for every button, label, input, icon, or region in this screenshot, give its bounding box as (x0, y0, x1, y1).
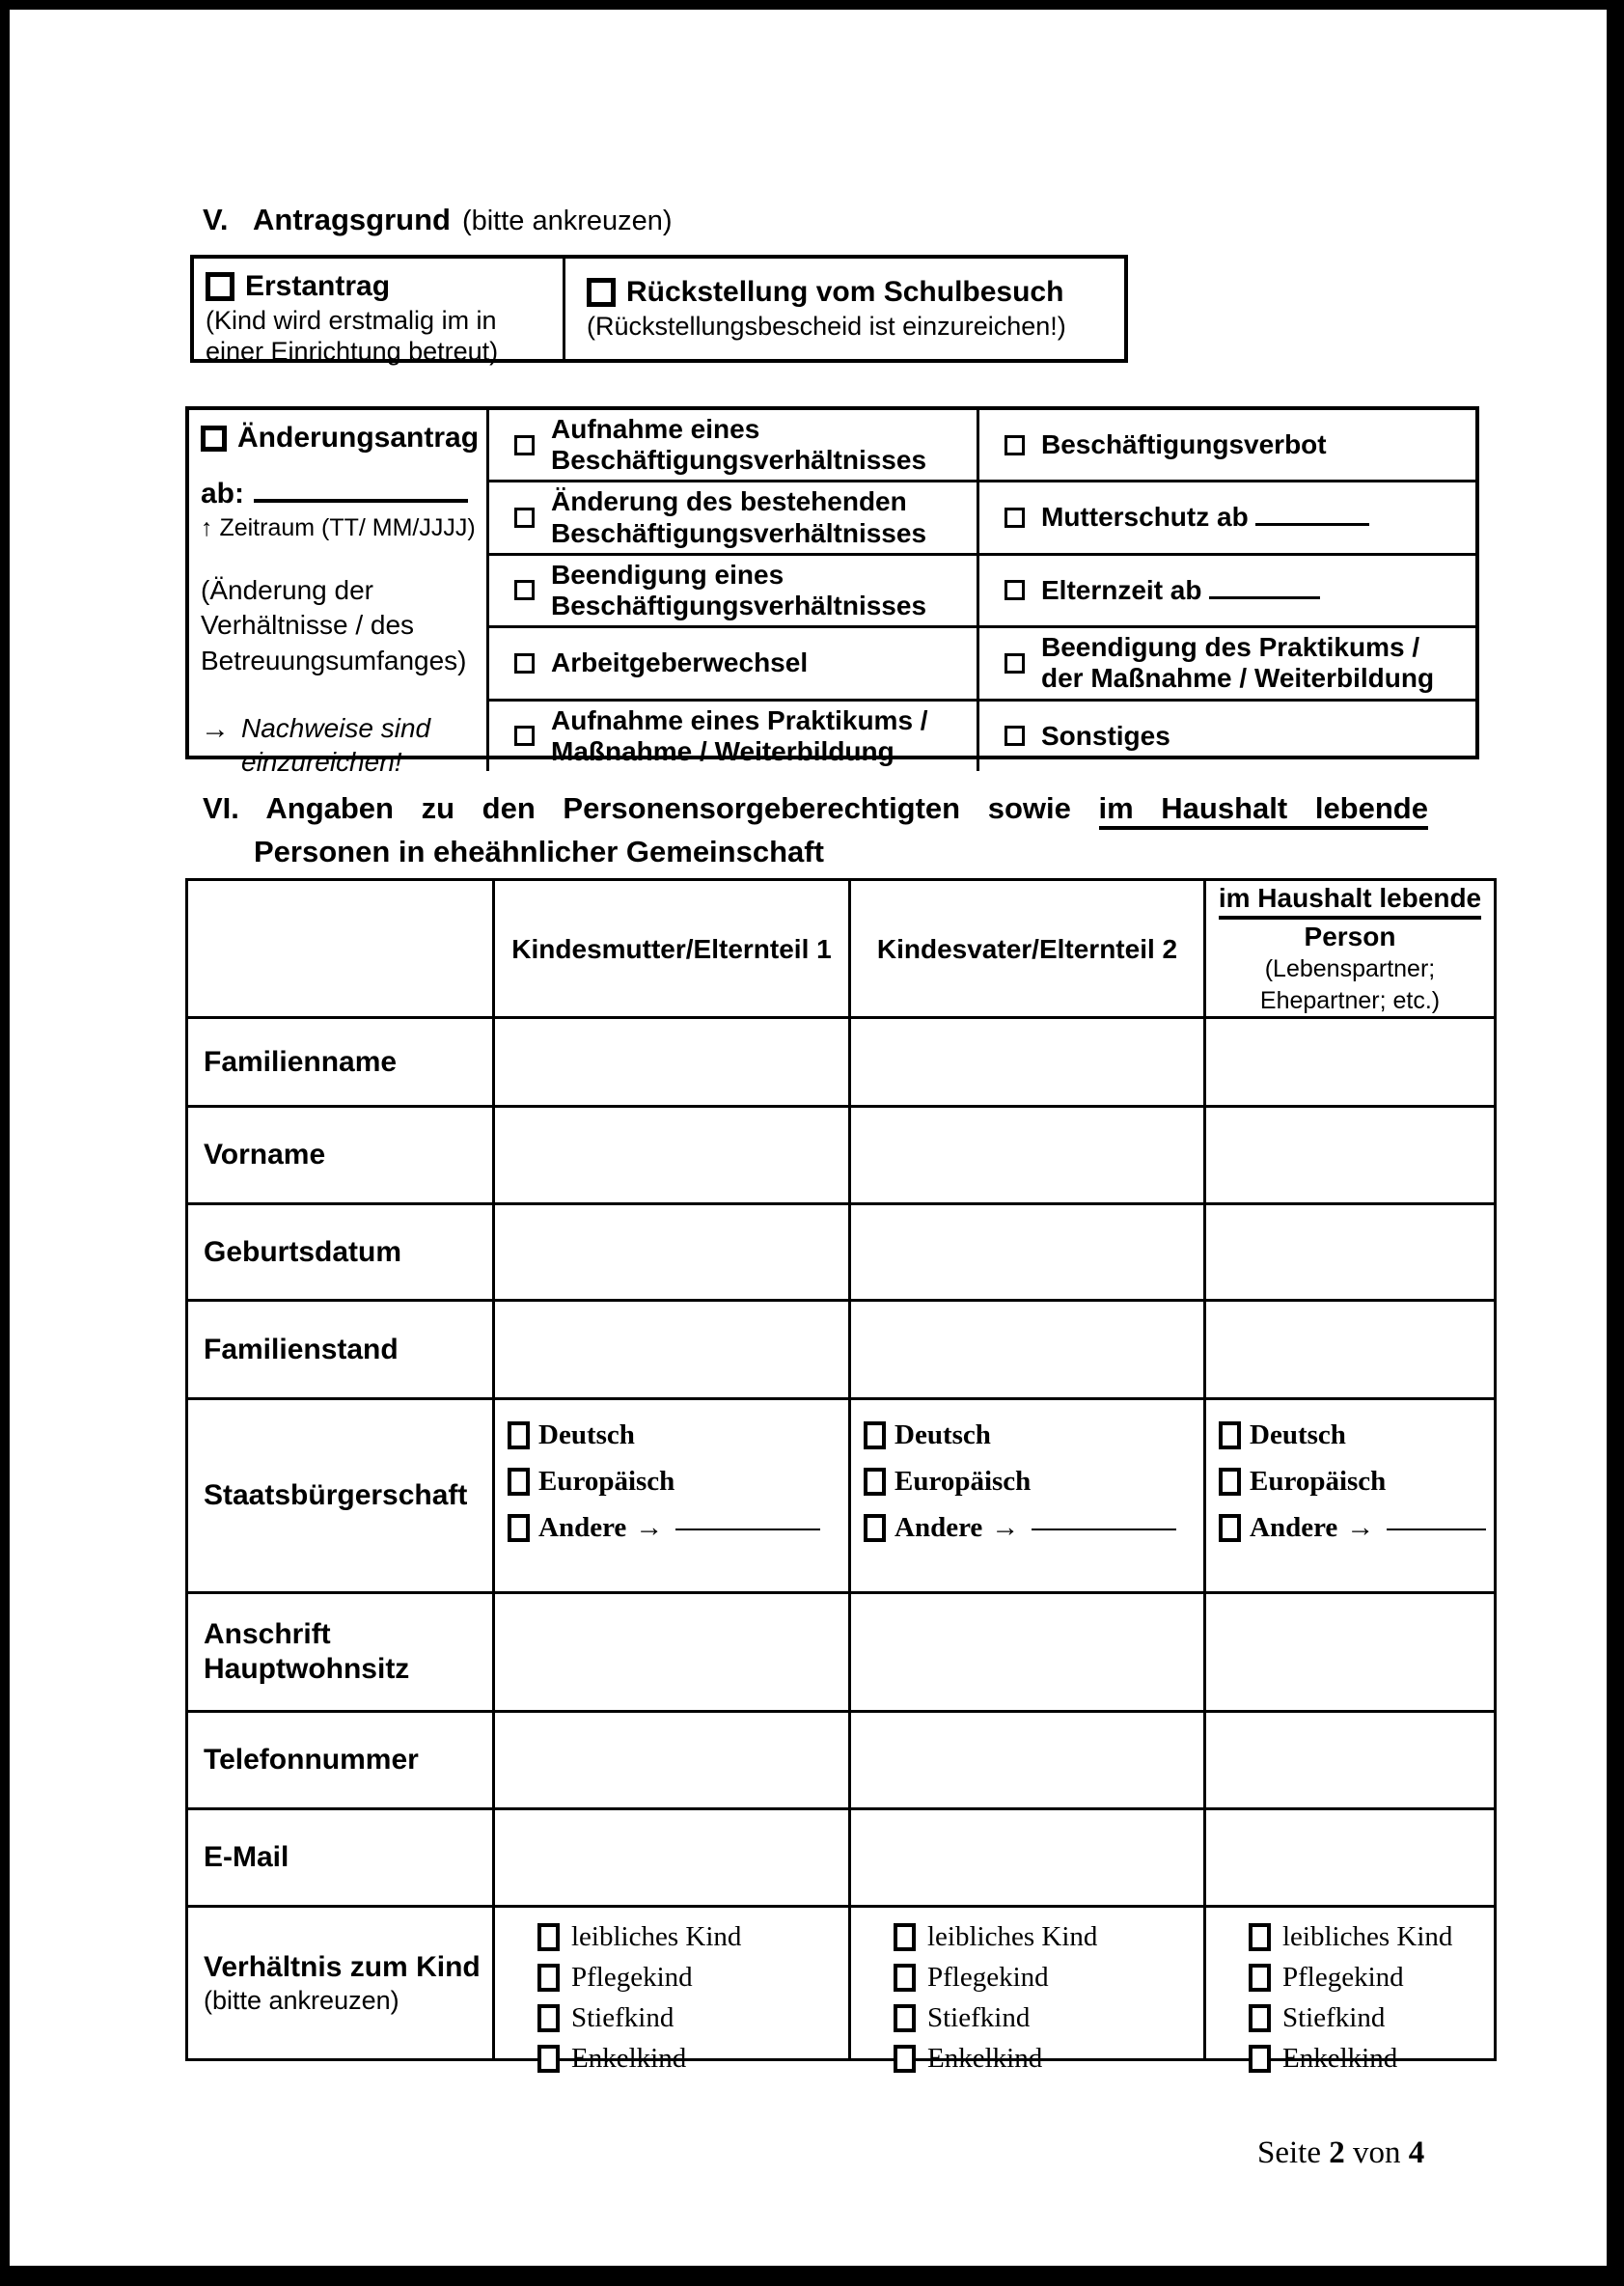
aenderungsantrag-table (185, 406, 1479, 778)
row-label-text: Verhältnis zum Kind (204, 1950, 481, 1983)
right-arrow-icon: → (201, 713, 230, 746)
beschaeftigungsverbot-checkbox[interactable] (1005, 435, 1025, 455)
deutsch-elternteil1-checkbox[interactable] (508, 1421, 530, 1449)
option-label: Stiefkind (571, 2002, 674, 2033)
erstantrag-label: Erstantrag (245, 270, 391, 302)
deutsch-elternteil2-checkbox[interactable] (864, 1421, 886, 1449)
footer-prefix: Seite (1257, 2135, 1321, 2170)
row-label-note: (bitte ankreuzen) (204, 1985, 399, 2015)
section-vi-title-part1: Angaben zu den Personensorgeberechtigten sowie (265, 791, 1071, 825)
vorname-elternteil1-field[interactable] (492, 1105, 848, 1202)
option-label: Deutsch (538, 1419, 635, 1450)
email-elternteil1-field[interactable] (492, 1807, 848, 1905)
option-label: leibliches Kind (927, 1921, 1098, 1952)
europaeisch-elternteil1-checkbox[interactable] (508, 1468, 530, 1496)
option-label: Pflegekind (927, 1962, 1049, 1993)
option-label: Pflegekind (571, 1962, 693, 1993)
option-label: Deutsch (1250, 1419, 1346, 1450)
option-label: Stiefkind (1282, 2002, 1386, 2033)
beendigung-praktikum-checkbox[interactable] (1005, 653, 1025, 674)
option-aufnahme-praktikum (486, 699, 977, 771)
rueckstellung-cell (565, 259, 1124, 359)
section-vi-number: VI. (203, 791, 239, 825)
option-label: leibliches Kind (571, 1921, 742, 1952)
europaeisch-elternteil2-checkbox[interactable] (864, 1468, 886, 1496)
rueckstellung-checkbox[interactable] (587, 278, 616, 307)
right-arrow-icon: → (635, 1512, 664, 1543)
verhaeltnis-elternteil1-cell (492, 1905, 848, 2074)
leibliches-kind-elternteil2-checkbox[interactable] (894, 1923, 916, 1951)
row-label-staatsbuergerschaft: Staatsbürgerschaft (188, 1397, 492, 1591)
ab-date-field[interactable] (254, 496, 468, 503)
vorname-haushalt-field[interactable] (1203, 1105, 1494, 1202)
option-label: Enkelkind (927, 2043, 1043, 2074)
familienname-haushalt-field[interactable] (1203, 1016, 1494, 1105)
option-label: Pflegekind (1282, 1962, 1404, 1993)
header-haushalt-line2: Person (1304, 922, 1396, 951)
option-label: Aufnahme eines Beschäftigungsverhältnisses (551, 414, 927, 476)
row-label-familienname: Familienname (188, 1016, 492, 1105)
option-aufnahme-beschaeftigung (486, 410, 977, 480)
change-note: (Änderung der Verhältnisse / des Betreuungsumfanges) (201, 575, 467, 675)
option-label: Sonstiges (1041, 720, 1170, 751)
vorname-elternteil2-field[interactable] (848, 1105, 1203, 1202)
option-label: Europäisch (538, 1466, 675, 1497)
right-arrow-icon: → (991, 1512, 1020, 1543)
pflegekind-elternteil2-checkbox[interactable] (894, 1964, 916, 1992)
enkelkind-elternteil1-checkbox[interactable] (537, 2045, 560, 2073)
form-page (10, 10, 1607, 2266)
right-arrow-icon: → (1346, 1512, 1375, 1543)
option-label: Europäisch (1250, 1466, 1387, 1497)
zeitraum-note: ↑ Zeitraum (TT/ MM/JJJJ) (201, 514, 476, 541)
geburtsdatum-elternteil1-field[interactable] (492, 1202, 848, 1299)
familienstand-elternteil1-field[interactable] (492, 1299, 848, 1397)
anschrift-elternteil1-field[interactable] (492, 1591, 848, 1710)
andere-elternteil1-checkbox[interactable] (508, 1514, 530, 1542)
aufnahme-praktikum-checkbox[interactable] (514, 726, 535, 746)
stiefkind-elternteil2-checkbox[interactable] (894, 2004, 916, 2032)
email-elternteil2-field[interactable] (848, 1807, 1203, 1905)
option-label: leibliches Kind (1282, 1921, 1453, 1952)
header-elternteil1: Kindesmutter/Elternteil 1 (492, 881, 848, 1016)
option-label: Beschäftigungsverbot (1041, 429, 1327, 460)
anschrift-haushalt-field[interactable] (1203, 1591, 1494, 1710)
nachweise-note-row (201, 711, 477, 779)
elternzeit-date-field[interactable] (1209, 593, 1320, 599)
telefonnummer-elternteil2-field[interactable] (848, 1710, 1203, 1807)
ab-label: ab: (201, 478, 244, 510)
option-label: Andere (895, 1512, 983, 1543)
header-haushalt-note: (Lebenspartner; Ehepartner; etc.) (1259, 955, 1441, 1014)
header-elternteil2: Kindesvater/Elternteil 2 (848, 881, 1203, 1016)
option-label: Beendigung eines Beschäftigungsverhältnisses (551, 559, 927, 620)
header-corner-cell (188, 881, 492, 1016)
leibliches-kind-elternteil1-checkbox[interactable] (537, 1923, 560, 1951)
erstantrag-cell (194, 259, 565, 367)
pflegekind-haushalt-checkbox[interactable] (1249, 1964, 1271, 1992)
nachweise-note: Nachweise sind einzureichen! (241, 713, 431, 778)
aenderungsantrag-cell (189, 410, 486, 778)
familienname-elternteil2-field[interactable] (848, 1016, 1203, 1105)
option-label: Aufnahme eines Praktikums / Maßnahme / Weiterbildung (551, 704, 928, 766)
personen-table (185, 878, 1497, 2074)
pflegekind-elternteil1-checkbox[interactable] (537, 1964, 560, 1992)
row-label-email: E-Mail (188, 1807, 492, 1905)
telefonnummer-elternteil1-field[interactable] (492, 1710, 848, 1807)
section-v-subtitle: (bitte ankreuzen) (461, 206, 673, 236)
row-label-verhaeltnis (188, 1905, 492, 2058)
familienname-elternteil1-field[interactable] (492, 1016, 848, 1105)
aufnahme-beschaeftigung-checkbox[interactable] (514, 435, 535, 455)
option-label: Enkelkind (1282, 2043, 1398, 2074)
mutterschutz-date-field[interactable] (1255, 520, 1369, 526)
antragsgrund-table (190, 255, 1128, 367)
mutterschutz-checkbox[interactable] (1005, 508, 1025, 528)
deutsch-haushalt-checkbox[interactable] (1219, 1421, 1241, 1449)
option-label: Arbeitgeberwechsel (551, 647, 809, 678)
rueckstellung-label: Rückstellung vom Schulbesuch (626, 275, 1064, 308)
section-v-title: Antragsgrund (253, 203, 451, 236)
staatsbuergerschaft-haushalt-cell (1203, 1397, 1494, 1591)
stiefkind-elternteil1-checkbox[interactable] (537, 2004, 560, 2032)
option-label: Mutterschutz ab (1041, 502, 1369, 533)
geburtsdatum-elternteil2-field[interactable] (848, 1202, 1203, 1299)
anschrift-elternteil2-field[interactable] (848, 1591, 1203, 1710)
option-label: Änderung des bestehenden Beschäftigungsverhältnisses (551, 486, 927, 548)
option-sonstiges (977, 699, 1475, 771)
aenderungsantrag-label: Änderungsantrag (237, 422, 480, 454)
andere-elternteil1-field[interactable] (675, 1526, 820, 1530)
option-label: Enkelkind (571, 2043, 687, 2074)
row-label-familienstand: Familienstand (188, 1299, 492, 1397)
section-vi-title-line2: Personen in eheähnlicher Gemeinschaft (254, 834, 824, 868)
leibliches-kind-haushalt-checkbox[interactable] (1249, 1923, 1271, 1951)
footer-page-number: 2 (1329, 2135, 1345, 2170)
arbeitgeberwechsel-checkbox[interactable] (514, 653, 535, 674)
familienstand-haushalt-field[interactable] (1203, 1299, 1494, 1397)
row-label-anschrift: Anschrift Hauptwohnsitz (188, 1591, 492, 1710)
footer-total-pages: 4 (1408, 2135, 1425, 2170)
footer-separator: von (1352, 2135, 1401, 2170)
verhaeltnis-haushalt-cell (1203, 1905, 1494, 2074)
enkelkind-elternteil2-checkbox[interactable] (894, 2045, 916, 2073)
option-beschaeftigungsverbot (977, 410, 1475, 480)
andere-elternteil2-checkbox[interactable] (864, 1514, 886, 1542)
option-label: Beendigung des Praktikums / der Maßnahme / Weiterbildung (1041, 632, 1435, 694)
erstantrag-note: (Kind wird erstmalig im in einer Einrichtung betreut) (206, 306, 499, 367)
option-aenderung-beschaeftigung (486, 480, 977, 552)
section-vi-title-line1 (203, 787, 1428, 831)
familienstand-elternteil2-field[interactable] (848, 1299, 1203, 1397)
option-beendigung-beschaeftigung (486, 553, 977, 625)
section-vi-title-underlined: im Haushalt lebende (1099, 791, 1428, 830)
row-label-telefonnummer: Telefonnummer (188, 1710, 492, 1807)
staatsbuergerschaft-elternteil2-cell (848, 1397, 1203, 1591)
email-haushalt-field[interactable] (1203, 1807, 1494, 1905)
section-vi-heading (203, 787, 1428, 874)
page-footer (1257, 2135, 1424, 2171)
stiefkind-haushalt-checkbox[interactable] (1249, 2004, 1271, 2032)
option-label: Andere (538, 1512, 627, 1543)
option-beendigung-praktikum (977, 625, 1475, 698)
aenderungsantrag-checkbox[interactable] (201, 426, 227, 452)
elternzeit-checkbox[interactable] (1005, 580, 1025, 600)
option-label: Elternzeit ab (1041, 575, 1320, 606)
geburtsdatum-haushalt-field[interactable] (1203, 1202, 1494, 1299)
option-elternzeit (977, 553, 1475, 625)
andere-haushalt-checkbox[interactable] (1219, 1514, 1241, 1542)
andere-elternteil2-field[interactable] (1032, 1526, 1176, 1530)
beendigung-beschaeftigung-checkbox[interactable] (514, 580, 535, 600)
aenderung-beschaeftigung-checkbox[interactable] (514, 508, 535, 528)
erstantrag-checkbox[interactable] (206, 272, 234, 301)
enkelkind-haushalt-checkbox[interactable] (1249, 2045, 1271, 2073)
option-label: Deutsch (895, 1419, 991, 1450)
option-label: Stiefkind (927, 2002, 1031, 2033)
section-v-number: V. (203, 203, 229, 236)
rueckstellung-note: (Rückstellungsbescheid ist einzureichen!) (587, 311, 1066, 341)
header-haushalt-line1: im Haushalt lebende (1219, 881, 1481, 920)
option-label: Andere (1250, 1512, 1338, 1543)
row-label-vorname: Vorname (188, 1105, 492, 1202)
andere-haushalt-field[interactable] (1387, 1526, 1486, 1530)
option-arbeitgeberwechsel (486, 625, 977, 698)
row-label-geburtsdatum: Geburtsdatum (188, 1202, 492, 1299)
option-label: Europäisch (895, 1466, 1032, 1497)
telefonnummer-haushalt-field[interactable] (1203, 1710, 1494, 1807)
header-haushalt-person (1203, 881, 1494, 1016)
verhaeltnis-elternteil2-cell (848, 1905, 1203, 2074)
option-mutterschutz (977, 480, 1475, 552)
europaeisch-haushalt-checkbox[interactable] (1219, 1468, 1241, 1496)
staatsbuergerschaft-elternteil1-cell (492, 1397, 848, 1591)
sonstiges-checkbox[interactable] (1005, 726, 1025, 746)
section-v-heading (203, 203, 673, 237)
